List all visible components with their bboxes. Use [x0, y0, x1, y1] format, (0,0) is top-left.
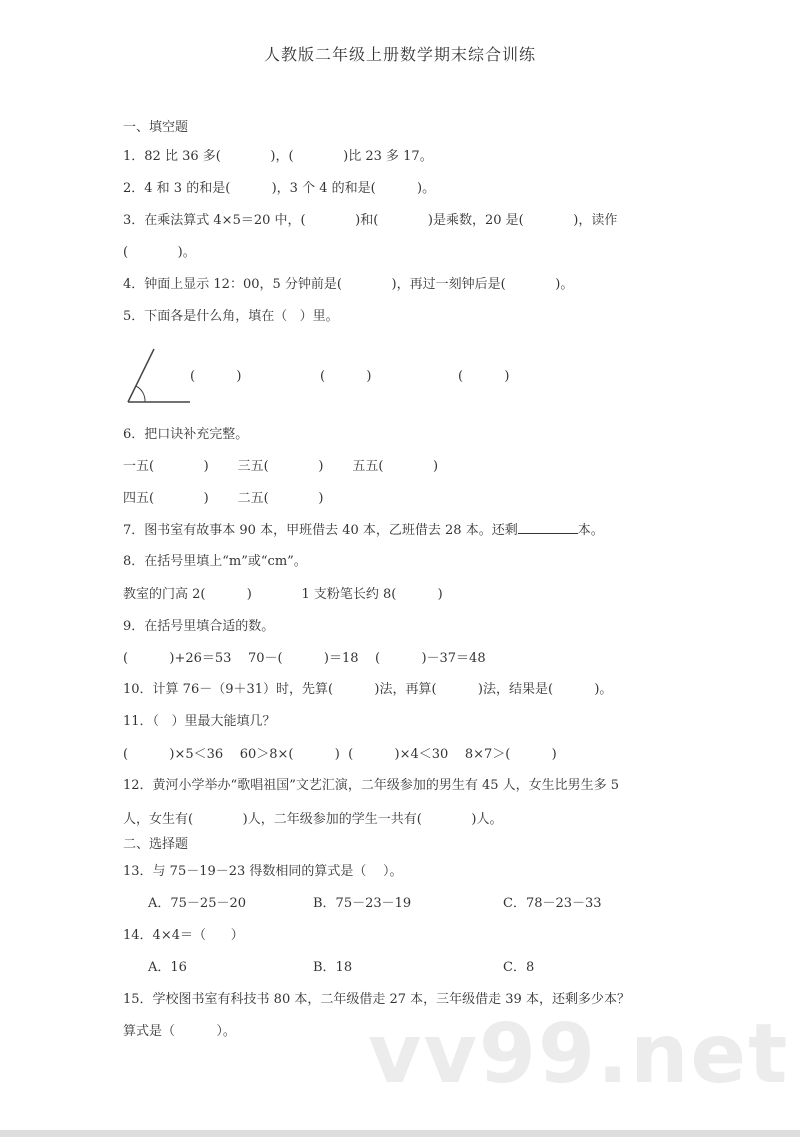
- question-4: 4．钟面上显示 12：00，5 分钟前是( )，再过一刻钟后是( )。: [123, 277, 574, 292]
- page-bottom-edge: [0, 1130, 800, 1137]
- question-2: 2．4 和 3 的和是( )，3 个 4 的和是( )。: [123, 181, 436, 196]
- watermark: vv99.net: [368, 1007, 790, 1102]
- acute-angle-figure: [120, 340, 195, 410]
- question-11: 11．（ ）里最大能填几？: [123, 714, 276, 729]
- question-7: [123, 521, 604, 540]
- section-heading-fill-blank: 一、填空题: [123, 120, 189, 135]
- question-11-row: ( )×5＜36 60＞8×( ) ( )×4＜30 8×7＞( ): [123, 747, 557, 762]
- question-8-row: 教室的门高 2( ) 1 支粉笔长约 8( ): [123, 587, 443, 602]
- question-9: 9．在括号里填合适的数。: [123, 619, 275, 634]
- question-6-row-2: 四五( ) 二五( ): [123, 491, 324, 506]
- question-15-cont: 算式是（ ）。: [123, 1024, 236, 1039]
- angle-blank-3: ( ): [458, 369, 510, 384]
- question-8: 8．在括号里填上“m”或“cm”。: [123, 554, 307, 569]
- q13-option-b: B．75－23－19: [313, 896, 412, 911]
- question-15: 15．学校图书室有科技书 80 本，二年级借走 27 本，三年级借走 39 本，还剩多少本？: [123, 992, 630, 1007]
- question-6-row-1: 一五( ) 三五( ) 五五( ): [123, 459, 439, 474]
- angle-blank-2: ( ): [320, 369, 372, 384]
- question-6: 6．把口诀补充完整。: [123, 427, 249, 442]
- question-7-text: 7．图书室有故事本 90 本，甲班借去 40 本，乙班借去 28 本。还剩: [123, 523, 518, 538]
- angle-blank-1: ( ): [190, 369, 242, 384]
- question-1: 1．82 比 36 多( )，( )比 23 多 17。: [123, 149, 433, 164]
- section-heading-choice: 二、选择题: [123, 837, 189, 852]
- answer-underline: [518, 521, 578, 534]
- question-12: 12．黄河小学举办“歌唱祖国”文艺汇演，二年级参加的男生有 45 人，女生比男生多 5: [123, 778, 620, 793]
- q14-option-a: A．16: [148, 960, 187, 975]
- question-13: 13．与 75－19－23 得数相同的算式是（ ）。: [123, 864, 403, 879]
- question-9-row: ( )+26＝53 70－( )＝18 ( )－37＝48: [123, 651, 486, 666]
- question-5: 5．下面各是什么角，填在（ ）里。: [123, 309, 339, 324]
- q13-option-a: A．75－25－20: [148, 896, 247, 911]
- q14-option-c: C．8: [503, 960, 535, 975]
- question-14: 14．4×4＝（ ）: [123, 928, 244, 943]
- q13-option-c: C．78－23－33: [503, 896, 602, 911]
- question-12-cont: 人，女生有( )人，二年级参加的学生一共有( )人。: [123, 812, 503, 827]
- question-3-cont: ( )。: [123, 245, 196, 260]
- question-10: 10．计算 76－（9＋31）时，先算( )法，再算( )法，结果是( )。: [123, 682, 613, 697]
- question-3: 3．在乘法算式 4×5＝20 中，( )和( )是乘数，20 是( )，读作: [123, 213, 618, 228]
- q14-option-b: B．18: [313, 960, 353, 975]
- page-title: 人教版二年级上册数学期末综合训练: [263, 45, 536, 64]
- question-7-end: 本。: [577, 523, 604, 538]
